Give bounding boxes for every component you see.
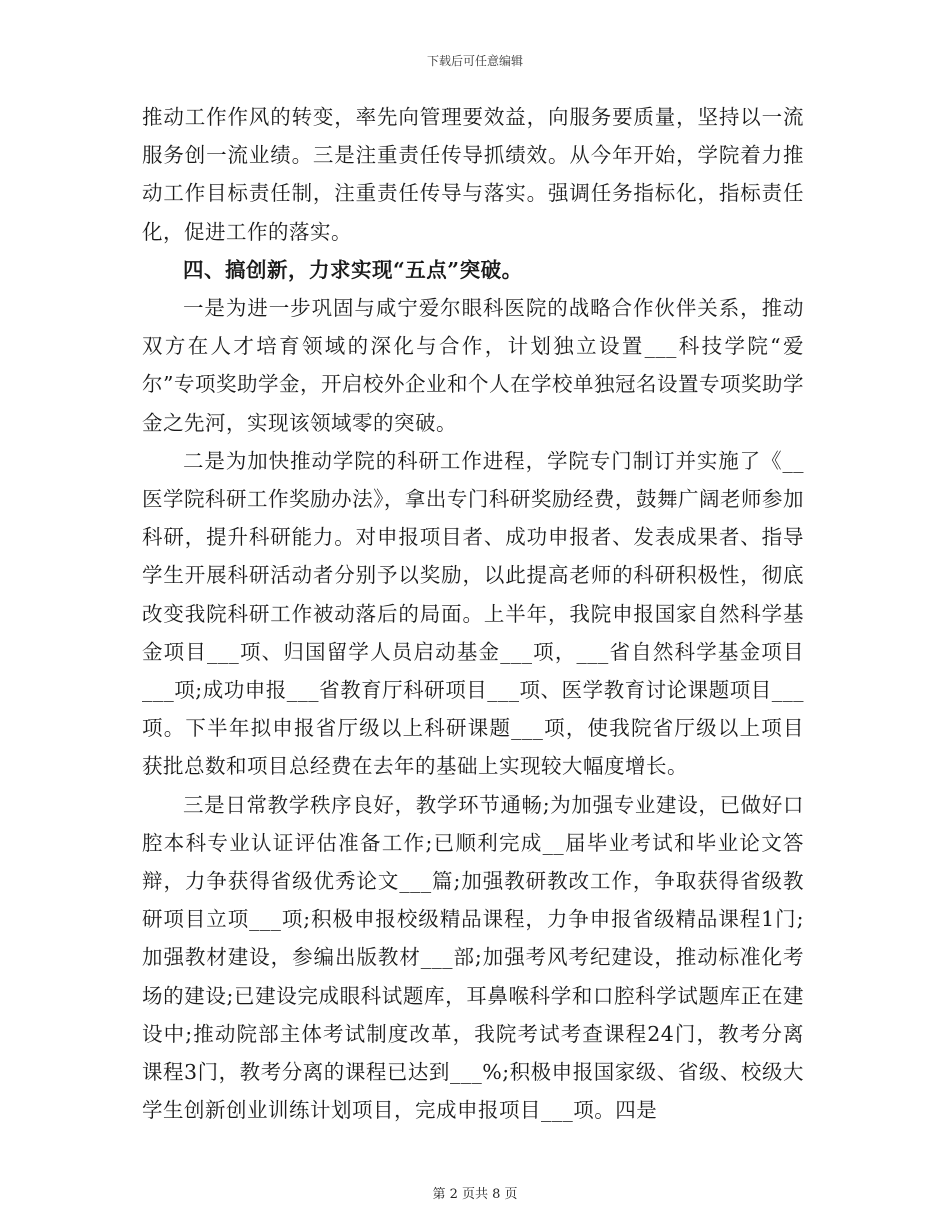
paragraph-point-2: 二是为加快推动学院的科研工作进程，学院专门制订并实施了《__医学院科研工作奖励办法》，拿出专门科研奖励经费，鼓舞广阔老师参加科研，提升科研能力。对申报项目者、成功申报者、发表成果者、指导学生开展科研活动者分别予以奖励，以此提高老师的科研积极性，彻底改变我院科研工作被动落后的局面。上半年，我院申报国家自然科学基金项目___项、归国留学人员启动基金___项，___省自然科学基金项目___项;成功申报___省教育厅科研项目___项、医学教育讨论课题项目___项。下半年拟申报省厅级以上科研课题___项，使我院省厅级以上项目获批总数和项目总经费在去年的基础上实现较大幅度增长。 xyxy=(142,448,804,779)
page-footer: 第 2 页共 8 页 xyxy=(432,1187,518,1202)
section-heading-4: 四、搞创新，力求实现“五点”突破。 xyxy=(183,257,523,282)
document-body xyxy=(142,98,804,1129)
paragraph-point-1: 一是为进一步巩固与咸宁爱尔眼科医院的战略合作伙伴关系，推动双方在人才培育领域的深化与合作，计划独立设置___科技学院“爱尔”专项奖助学金，开启校外企业和个人在学校单独冠名设置专项奖助学金之先河，实现该领域零的突破。 xyxy=(142,296,804,435)
page-header: 下载后可任意编辑 xyxy=(426,54,523,68)
paragraph-continuation: 推动工作作风的转变，率先向管理要效益，向服务要质量，坚持以一流服务创一流业绩。三是注重责任传导抓绩效。从今年开始，学院着力推动工作目标责任制，注重责任传导与落实。强调任务指标化，指标责任化，促进工作的落实。 xyxy=(142,105,804,244)
paragraph-point-3: 三是日常教学秩序良好，教学环节通畅;为加强专业建设，已做好口腔本科专业认证评估准备工作;已顺利完成__届毕业考试和毕业论文答辩，力争获得省级优秀论文___篇;加强教研教改工作，争取获得省级教研项目立项___项;积极申报校级精品课程，力争申报省级精品课程1门;加强教材建设，参编出版教材___部;加强考风考纪建设，推动标准化考场的建设;已建设完成眼科试题库，耳鼻喉科学和口腔科学试题库正在建设中;推动院部主体考试制度改革，我院考试考查课程24门，教考分离课程3门，教考分离的课程已达到___%;积极申报国家级、省级、校级大学生创新创业训练计划项目，完成申报项目___项。四是 xyxy=(142,792,804,1123)
